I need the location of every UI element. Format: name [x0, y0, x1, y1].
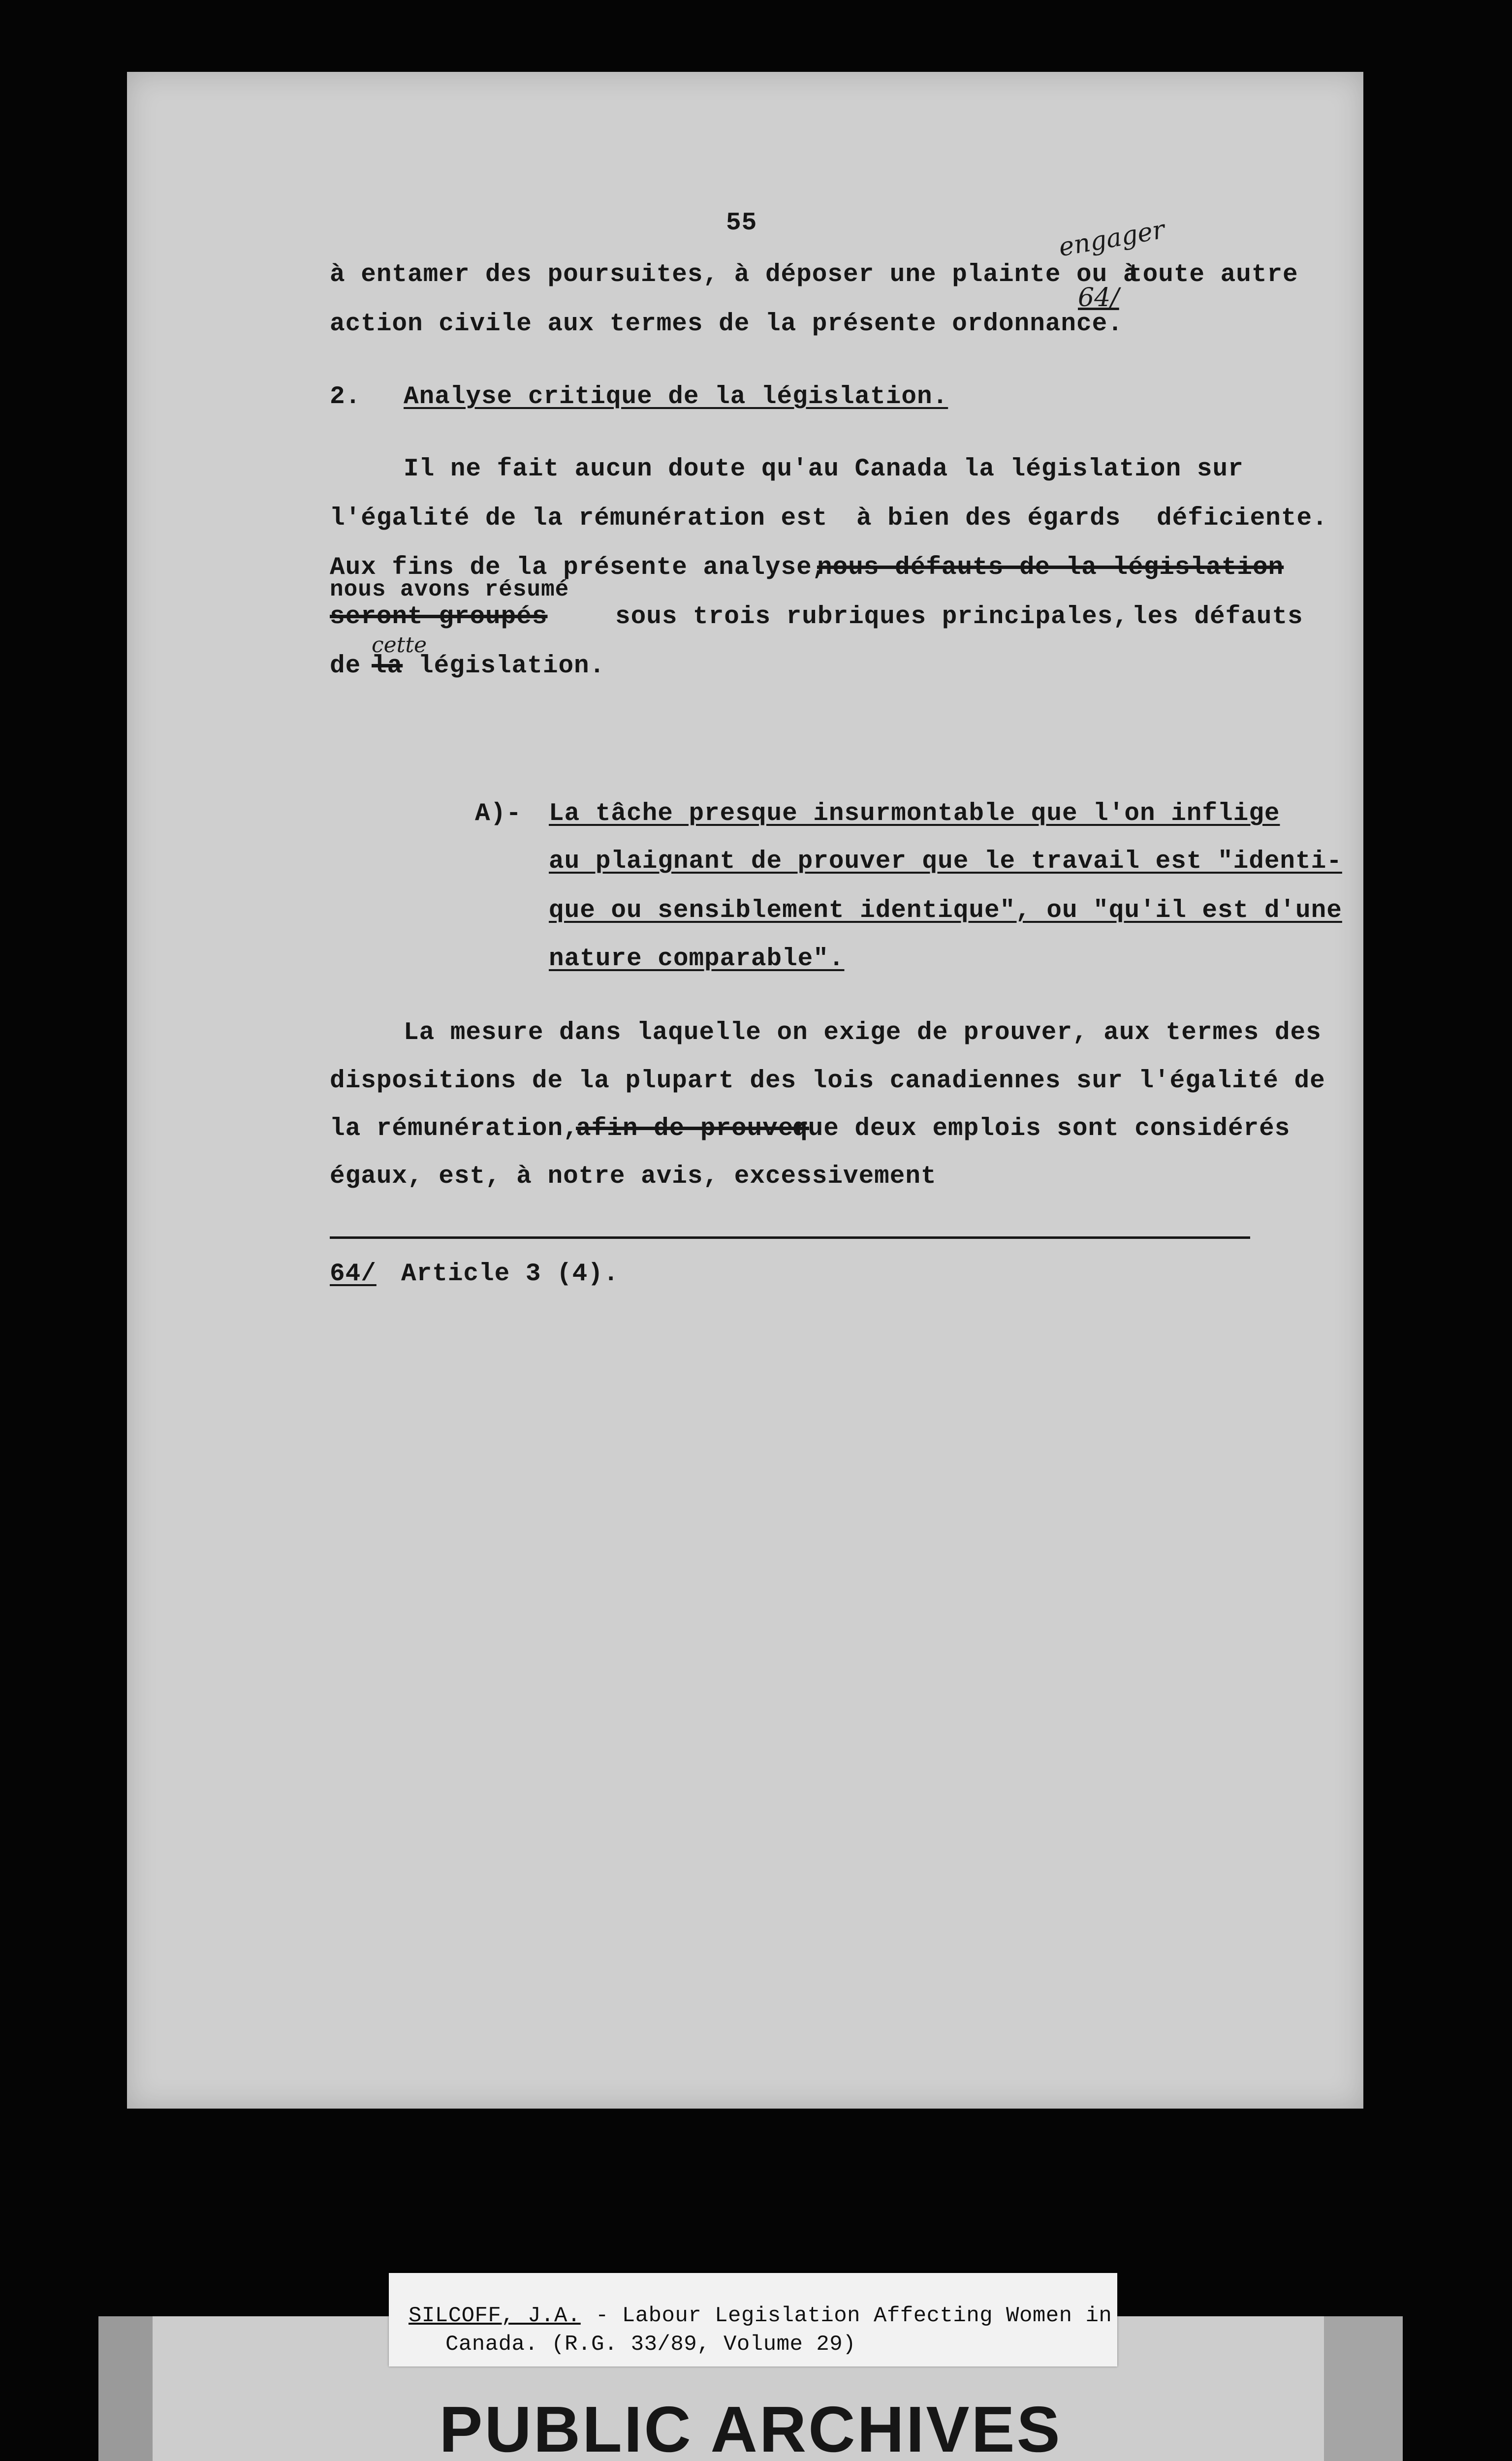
item-marker: A)-: [475, 800, 522, 828]
text-line: égaux, est, à notre avis, excessivement: [330, 1163, 937, 1191]
handwritten-footnote-ref: 64/: [1078, 283, 1119, 313]
text-line: Il ne fait aucun doute qu'au Canada la législation sur: [404, 455, 1244, 483]
label-author: SILCOFF, J.A.: [409, 2303, 581, 2328]
section-title: Analyse critique de la législation.: [404, 383, 948, 411]
label-reference: Canada. (R.G. 33/89, Volume 29): [445, 2332, 856, 2357]
text-line: sous trois rubriques principales,: [615, 603, 1129, 631]
item-text: au plaignant de prouver que le travail est "identi-: [549, 848, 1342, 876]
stamp-line-1: PUBLIC ARCHIVES: [439, 2393, 1062, 2461]
text-line: à bien des égards: [856, 505, 1121, 533]
footnote-number: 64/: [330, 1260, 377, 1288]
handwritten-insert-engager: engager: [1056, 215, 1167, 263]
footnote-rule: [330, 1236, 1250, 1239]
item-text: que ou sensiblement identique", ou "qu'il est d'une: [549, 897, 1342, 925]
struck-text: nous défauts de la législation: [817, 554, 1284, 582]
text-line: la rémunération,: [330, 1115, 579, 1143]
text-line: Aux fins de la présente analyse,: [330, 554, 828, 582]
label-title: - Labour Legislation Affecting Women in: [596, 2303, 1112, 2328]
text-line: que deux emplois sont considérés: [792, 1115, 1291, 1143]
struck-text: seront groupés: [330, 603, 548, 631]
footnote-text: Article 3 (4).: [401, 1260, 619, 1288]
struck-text: la: [372, 652, 403, 680]
struck-text: afin de prouver: [576, 1115, 810, 1143]
page-number: 55: [726, 209, 757, 237]
text-line: toute autre: [1127, 261, 1298, 289]
text-line: dispositions de la plupart des lois canadiennes sur l'égalité de: [330, 1067, 1325, 1095]
item-text: La tâche presque insurmontable que l'on inflige: [549, 800, 1280, 828]
text-line: à entamer des poursuites, à déposer une plainte ou à: [330, 261, 1139, 289]
typed-insert: nous avons résumé: [330, 577, 569, 602]
item-text: nature comparable".: [549, 945, 845, 973]
text-line: déficiente.: [1157, 505, 1328, 533]
text-line: action civile aux termes de la présente ordonnance.: [330, 310, 1123, 338]
handwritten-insert-cette: cette: [372, 632, 427, 658]
text-line: législation.: [418, 652, 605, 680]
text-line: de: [330, 652, 361, 680]
text-line: l'égalité de la rémunération est: [330, 505, 828, 533]
text-line: les défauts: [1132, 603, 1303, 631]
section-number: 2.: [330, 383, 361, 411]
text-line: La mesure dans laquelle on exige de prouver, aux termes des: [404, 1019, 1322, 1047]
